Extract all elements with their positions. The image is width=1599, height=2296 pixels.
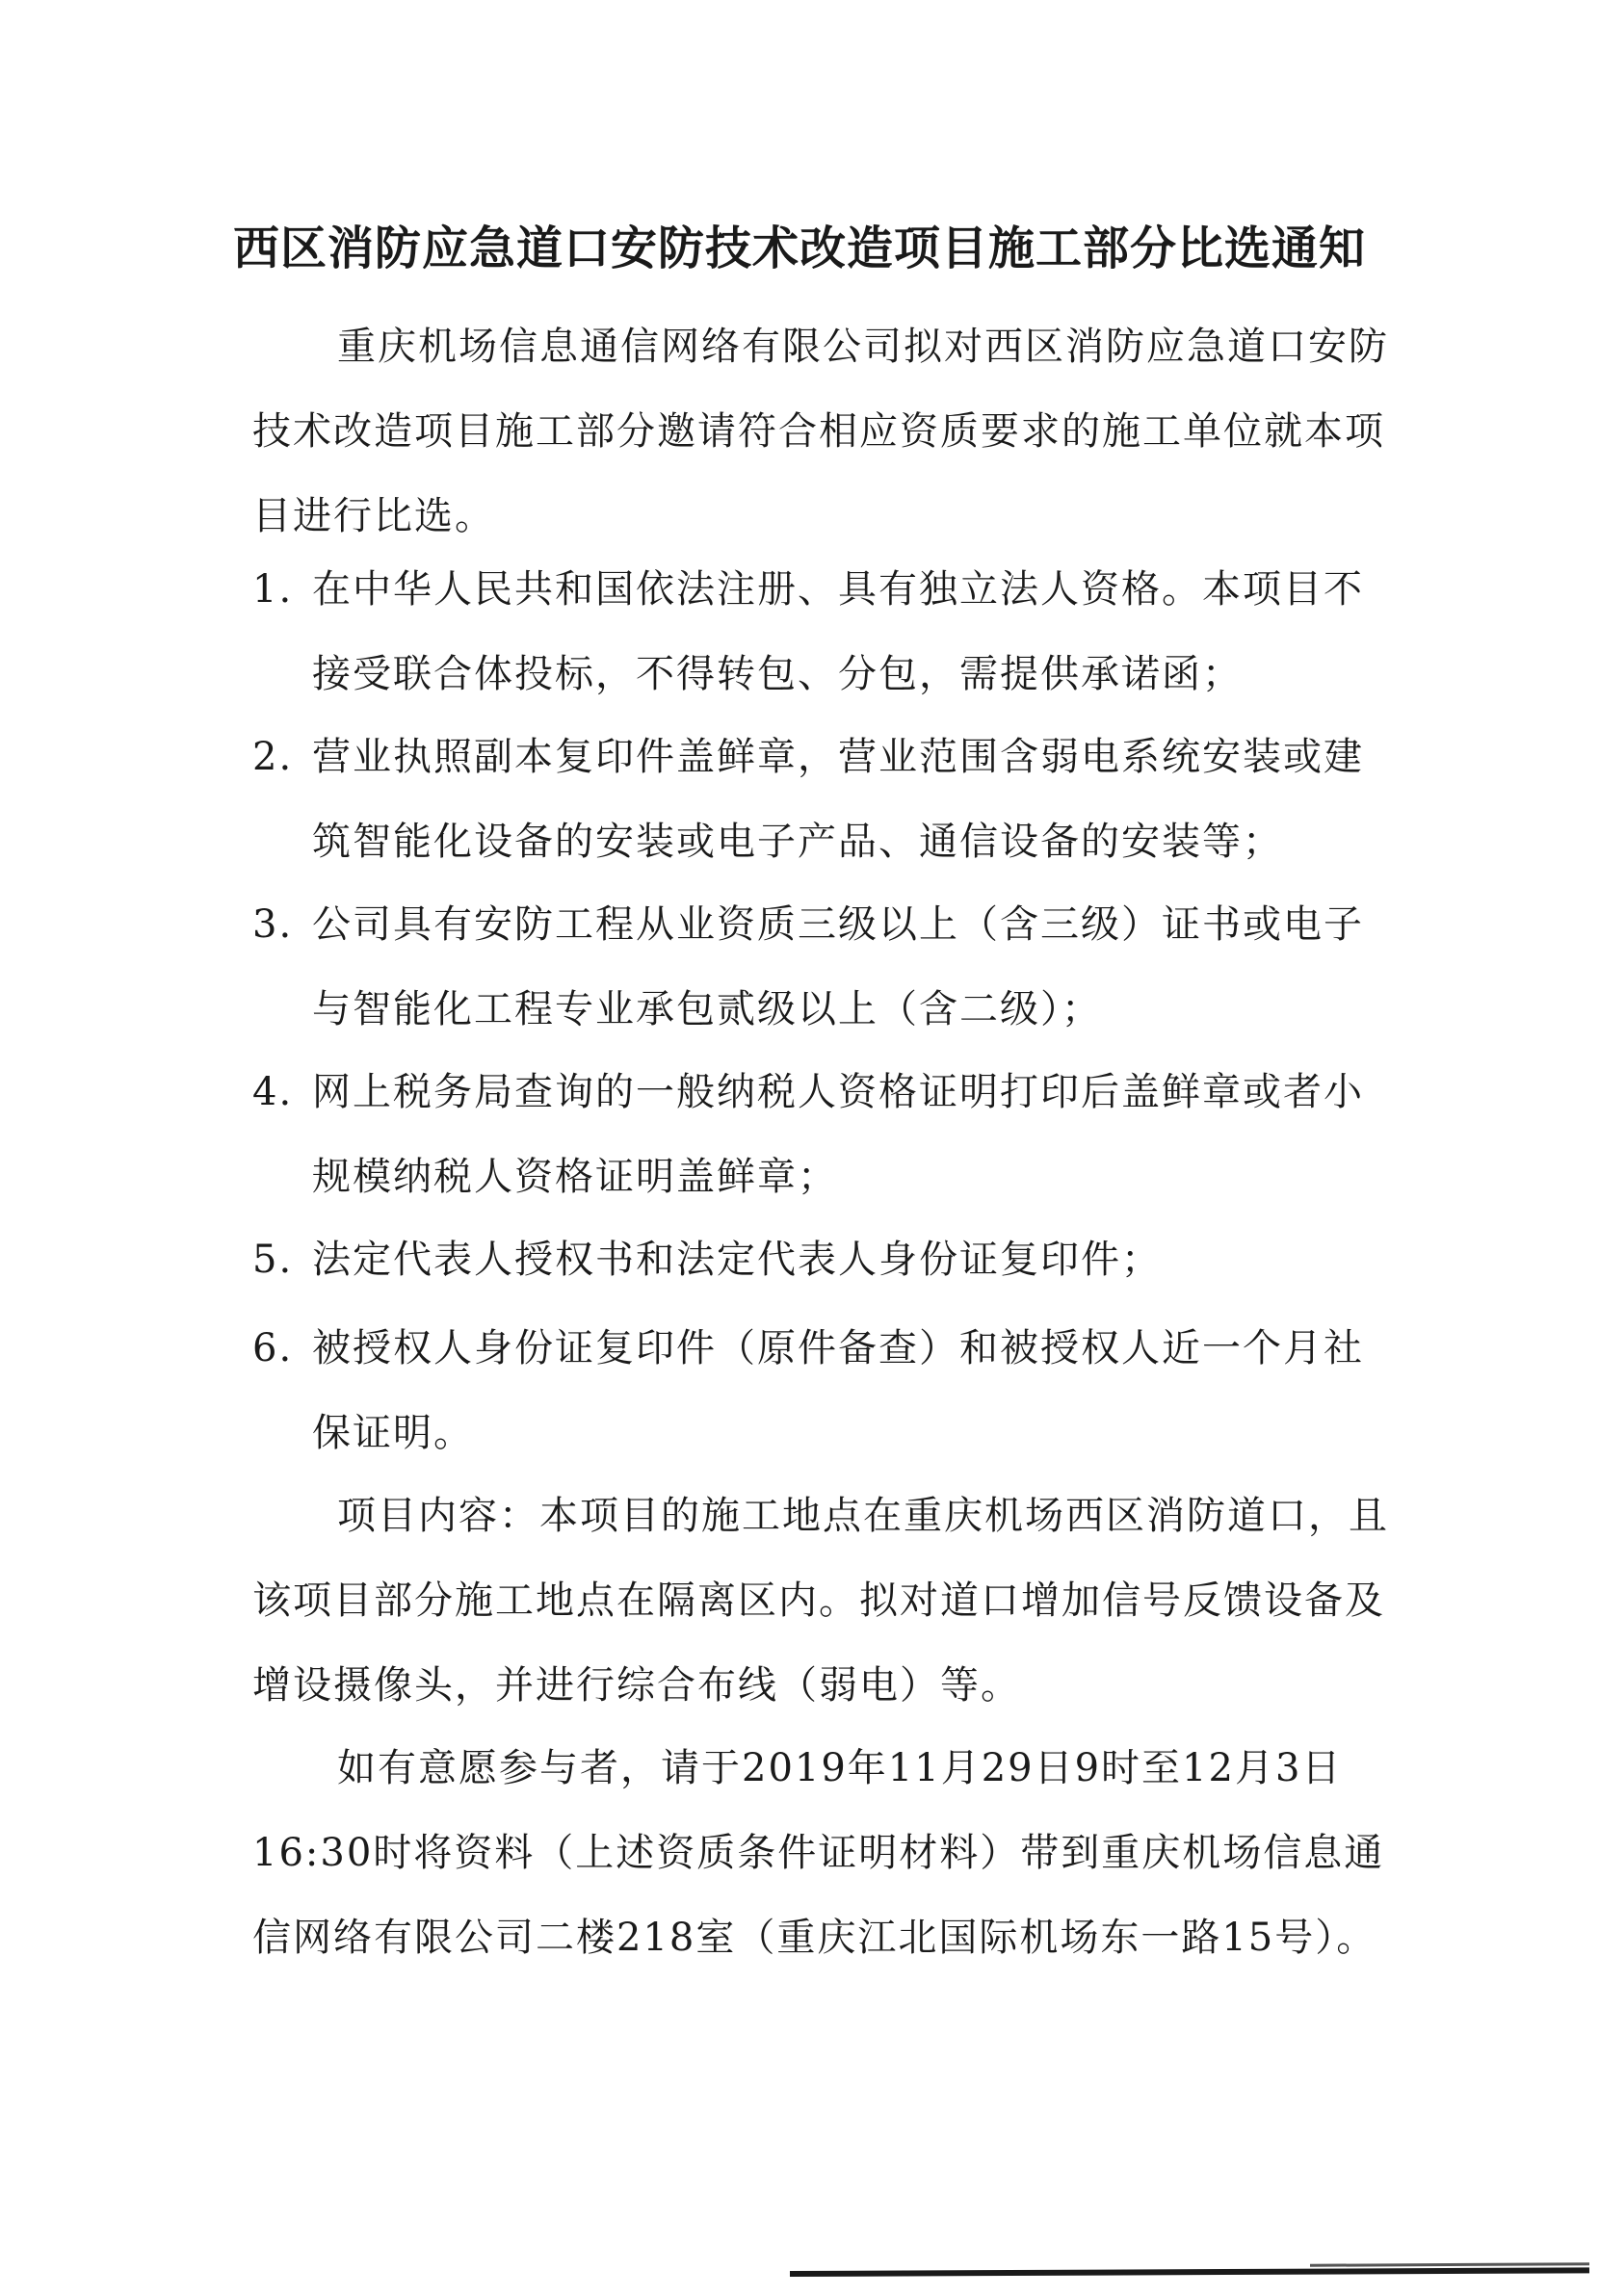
- requirement-number: 3.: [252, 902, 294, 947]
- requirement-item-5: [252, 1217, 1389, 1302]
- intro-paragraph: 重庆机场信息通信网络有限公司拟对西区消防应急道口安防技术改造项目施工部分邀请符合相应资质要求的施工单位就本项目进行比选。: [252, 325, 1389, 538]
- requirement-number: 1.: [252, 567, 294, 612]
- requirement-item-3: [252, 882, 1389, 1052]
- requirement-text: 营业执照副本复印件盖鲜章，营业范围含弱电系统安装或建筑智能化设备的安装或电子产品、通信设备的安装等；: [312, 735, 1364, 864]
- requirement-text: 被授权人身份证复印件（原件备查）和被授权人近一个月社保证明。: [312, 1326, 1364, 1455]
- requirement-text: 在中华人民共和国依法注册、具有独立法人资格。本项目不接受联合体投标，不得转包、分包，需提供承诺函；: [312, 567, 1364, 696]
- requirement-item-4: [252, 1050, 1389, 1219]
- requirement-item-1: [252, 547, 1389, 717]
- deadline-paragraph: 如有意愿参与者，请于2019年11月29日9时至12月3日16:30时将资料（上述资质条件证明材料）带到重庆机场信息通信网络有限公司二楼218室（重庆江北国际机场东一路15号）。: [252, 1746, 1385, 1960]
- requirement-number: 2.: [252, 735, 294, 779]
- project-content-paragraph: 项目内容：本项目的施工地点在重庆机场西区消防道口，且该项目部分施工地点在隔离区内。拟对道口增加信号反馈设备及增设摄像头，并进行综合布线（弱电）等。: [252, 1494, 1389, 1708]
- requirement-item-2: [252, 715, 1389, 884]
- requirement-number: 6.: [252, 1326, 294, 1370]
- requirement-text: 公司具有安防工程从业资质三级以上（含三级）证书或电子与智能化工程专业承包贰级以上（含二级）；: [312, 902, 1364, 1031]
- document-title: 西区消防应急道口安防技术改造项目施工部分比选通知: [232, 222, 1366, 275]
- requirement-number: 4.: [252, 1070, 294, 1114]
- scan-edge-line-secondary: [1310, 2262, 1589, 2267]
- requirement-text: 法定代表人授权书和法定代表人身份证复印件；: [312, 1238, 1162, 1282]
- scan-edge-line: [790, 2267, 1589, 2277]
- requirement-number: 5.: [252, 1238, 294, 1282]
- requirement-text: 网上税务局查询的一般纳税人资格证明打印后盖鲜章或者小规模纳税人资格证明盖鲜章；: [312, 1070, 1364, 1199]
- requirement-item-6: [252, 1306, 1389, 1475]
